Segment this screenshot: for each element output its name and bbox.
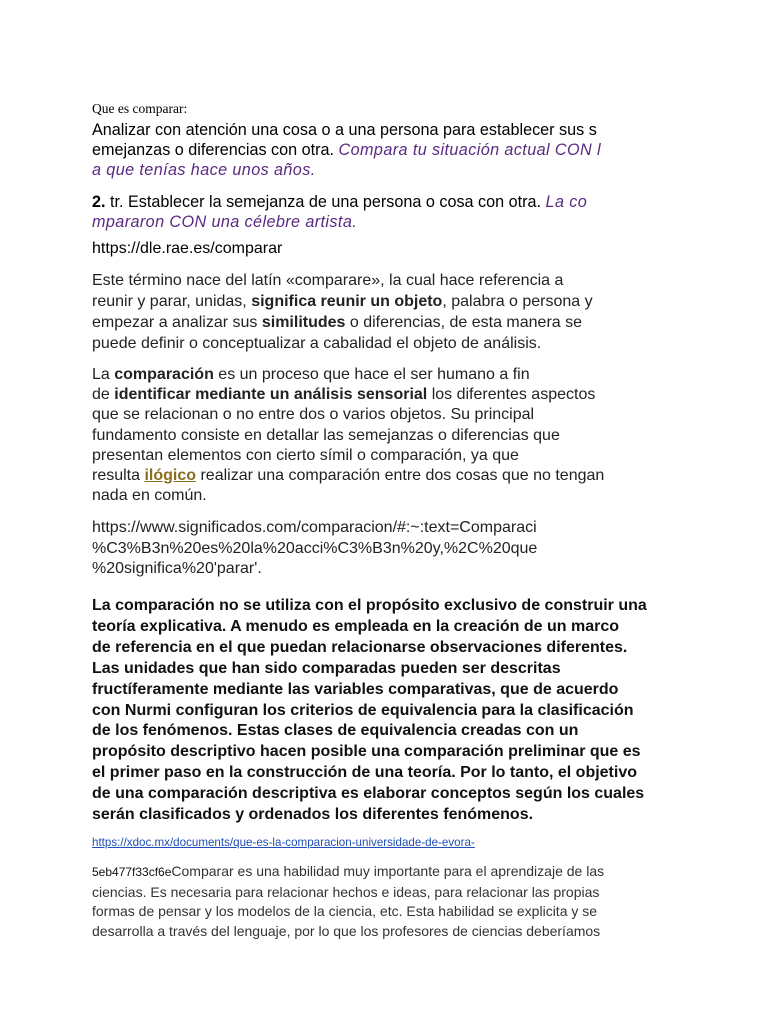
paragraph-line: ciencias. Es necesaria para relacionar hechos e ideas, para relacionar las propias (92, 883, 600, 900)
ilogico-link[interactable]: ilógico (144, 467, 197, 485)
text: de (92, 386, 115, 404)
paragraph-line: teoría explicativa. A menudo es empleada en la creación de un marco (92, 617, 620, 635)
paragraph-line: que se relacionan o no entre dos o varios objetos. Su principal (92, 406, 535, 424)
paragraph-line: el primer paso en la construcción de una teoría. Por lo tanto, el objetivo (92, 764, 637, 782)
source-url-xdoc[interactable]: https://xdoc.mx/documents/que-es-la-comparacion-universidade-de-evora- (92, 836, 475, 849)
paragraph-line (92, 466, 604, 486)
paragraph-line: nada en común. (92, 487, 207, 505)
source-url-significados[interactable] (92, 518, 537, 580)
paragraph-line (92, 291, 593, 312)
paragraph-line: desarrolla a través del lenguaje, por lo que los profesores de ciencias deberíamos (92, 922, 601, 939)
paragraph-origin (92, 270, 593, 354)
definition-2-line (92, 192, 587, 212)
paragraph-theory (92, 596, 647, 826)
paragraph-process (92, 365, 604, 506)
definition-1-example: Compara tu situación actual CON l (338, 141, 601, 159)
definition-1-line: Analizar con atención una cosa o a una persona para establecer sus s (92, 121, 597, 139)
text: , palabra o persona y (442, 293, 593, 310)
paragraph-line: propósito descriptivo hacen posible una comparación preliminar que es (92, 743, 641, 761)
url-line: https://www.significados.com/comparacion/#:~:text=Comparaci (92, 519, 537, 536)
paragraph-line: presentan elementos con cierto símil o comparación, ya que (92, 446, 519, 464)
paragraph-line: serán clasificados y ordenados los diferentes fenómenos. (92, 806, 534, 824)
text: realizar una comparación entre dos cosas que no tengan (196, 467, 605, 485)
paragraph-line: puede definir o conceptualizar a cabalidad el objeto de análisis. (92, 335, 542, 352)
definition-1 (92, 120, 601, 180)
bold-text: identificar mediante un análisis sensorial (114, 386, 428, 404)
bold-text: comparación (114, 366, 214, 383)
paragraph-line: formas de pensar y los modelos de la ciencia, etc. Esta habilidad se explicita y se (92, 903, 598, 920)
definition-2 (92, 192, 587, 232)
text: o diferencias, de esta manera se (345, 314, 583, 331)
paragraph-line: con Nurmi configuran los criterios de equivalencia para la clasificación (92, 701, 634, 719)
definition-1-line (92, 140, 601, 160)
paragraph-line (92, 365, 604, 385)
definition-2-number: 2. (92, 193, 106, 211)
paragraph-line: La comparación no se utiliza con el propósito exclusivo de construir una (92, 597, 647, 614)
paragraph-line: fructíferamente mediante las variables comparativas, que de acuerdo (92, 680, 619, 698)
text: resulta (92, 467, 145, 485)
url-line: %20significa%20'parar'. (92, 560, 262, 577)
paragraph-line: de los fenómenos. Estas clases de equivalencia creadas con un (92, 722, 579, 740)
definition-2-text: tr. Establecer la semejanza de una persona o cosa con otra. (105, 193, 546, 211)
definition-2-example: La co (545, 193, 588, 211)
bold-text: significa reunir un objeto (251, 293, 443, 310)
definition-1-example-line: a que tenías hace unos años. (92, 161, 316, 179)
paragraph-line: de referencia en el que puedan relacionarse observaciones diferentes. (92, 638, 628, 656)
paragraph-line (92, 862, 604, 883)
definition-2-example-line: mpararon CON una célebre artista. (92, 213, 358, 231)
paragraph-line: Las unidades que han sido comparadas pueden ser descritas (92, 659, 561, 677)
source-url-rae[interactable]: https://dle.rae.es/comparar (92, 240, 283, 257)
heading: Que es comparar: (92, 101, 188, 116)
url-line: %C3%B3n%20es%20la%20acci%C3%B3n%20y,%2C%20que (92, 539, 538, 557)
paragraph-line: de una comparación descriptiva es elaborar conceptos según los cuales (92, 785, 645, 803)
paragraph-skill (92, 862, 604, 941)
text: Comparar es una habilidad muy importante para el aprendizaje de las (171, 863, 605, 879)
url-fragment: 5eb477f33cf6e (92, 865, 172, 879)
text: La (92, 366, 115, 383)
text: reunir y parar, unidas, (92, 293, 252, 310)
text: es un proceso que hace el ser humano a fin (213, 366, 530, 383)
definition-1-text: emejanzas o diferencias con otra. (92, 141, 339, 159)
paragraph-line: fundamento consiste en detallar las semejanzas o diferencias que (92, 426, 560, 444)
paragraph-line: Este término nace del latín «comparare», la cual hace referencia a (92, 272, 564, 289)
paragraph-line (92, 385, 604, 405)
text: los diferentes aspectos (427, 386, 596, 404)
paragraph-line (92, 312, 593, 333)
text: empezar a analizar sus (92, 314, 262, 331)
bold-text: similitudes (261, 314, 346, 331)
